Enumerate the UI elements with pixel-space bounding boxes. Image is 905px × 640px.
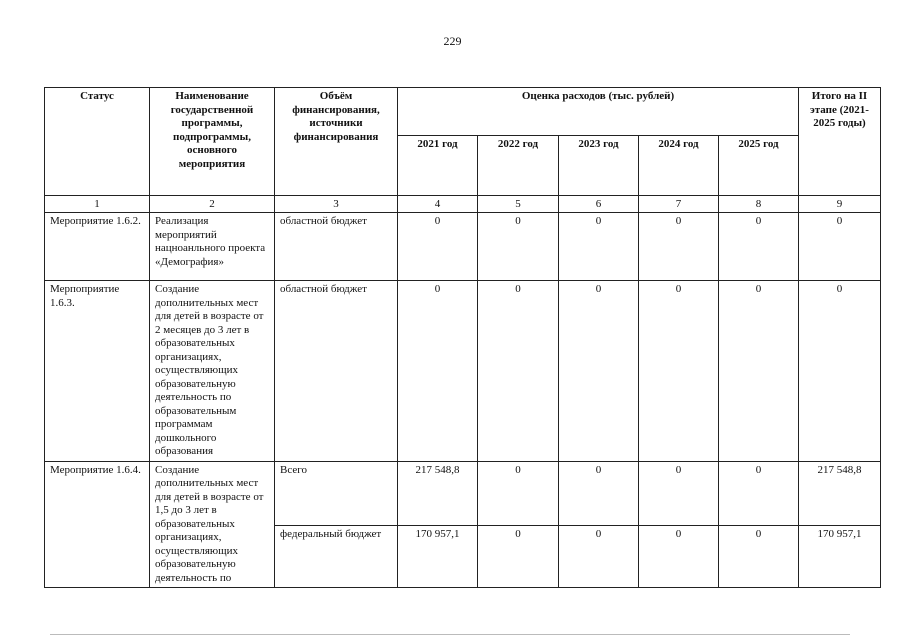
value-2025: 0 <box>719 281 799 462</box>
value-2023: 0 <box>559 526 639 588</box>
table-row <box>45 461 881 526</box>
value-2022: 0 <box>478 461 559 526</box>
row-name: Создание дополнительных мест для детей в возрасте от 1,5 до 3 лет в образовательных организациях, осуществляющих образовательную деятельность по <box>150 461 275 588</box>
column-numbers-row <box>45 196 881 213</box>
value-2024: 0 <box>639 526 719 588</box>
column-number: 7 <box>639 196 719 213</box>
row-status: Мероприятие 1.6.2. <box>45 213 150 281</box>
header-status: Статус <box>45 88 150 196</box>
value-2022: 0 <box>478 213 559 281</box>
value-2024: 0 <box>639 213 719 281</box>
row-name: Реализация мероприятий нацноанльного проекта «Демография» <box>150 213 275 281</box>
row-source: областной бюджет <box>275 281 398 462</box>
header-estimate: Оценка расходов (тыс. рублей) <box>398 88 799 136</box>
column-number: 1 <box>45 196 150 213</box>
header-year-2022: 2022 год <box>478 136 559 196</box>
row-source: федеральный бюджет <box>275 526 398 588</box>
header-year-2021: 2021 год <box>398 136 478 196</box>
row-status: Мероприятие 1.6.4. <box>45 461 150 588</box>
value-2021: 0 <box>398 213 478 281</box>
column-number: 2 <box>150 196 275 213</box>
value-2025: 0 <box>719 213 799 281</box>
value-2023: 0 <box>559 461 639 526</box>
value-2022: 0 <box>478 281 559 462</box>
value-2022: 0 <box>478 526 559 588</box>
value-2025: 0 <box>719 461 799 526</box>
row-name: Создание дополнительных мест для детей в возрасте от 2 месяцев до 3 лет в образовательных организациях, осуществляющих образовательную деятельность по образовательным программам дошкольного образования <box>150 281 275 462</box>
page-number: 229 <box>443 34 462 48</box>
row-source: Всего <box>275 461 398 526</box>
value-total: 0 <box>799 213 881 281</box>
value-2021: 170 957,1 <box>398 526 478 588</box>
column-number: 3 <box>275 196 398 213</box>
table-row <box>45 281 881 462</box>
header-program-name: Наименование государственной программы, подпрограммы, основного мероприятия <box>150 88 275 196</box>
header-year-2025: 2025 год <box>719 136 799 196</box>
header-total: Итого на II этапе (2021-2025 годы) <box>799 88 881 196</box>
page-bottom-edge <box>50 634 850 637</box>
value-2021: 217 548,8 <box>398 461 478 526</box>
value-2023: 0 <box>559 281 639 462</box>
value-2024: 0 <box>639 281 719 462</box>
value-total: 217 548,8 <box>799 461 881 526</box>
value-total: 0 <box>799 281 881 462</box>
value-total: 170 957,1 <box>799 526 881 588</box>
header-year-2023: 2023 год <box>559 136 639 196</box>
column-number: 5 <box>478 196 559 213</box>
budget-table <box>44 87 881 588</box>
row-status: Мерпоприятие 1.6.3. <box>45 281 150 462</box>
value-2021: 0 <box>398 281 478 462</box>
row-source: областной бюджет <box>275 213 398 281</box>
column-number: 8 <box>719 196 799 213</box>
table-row <box>45 213 881 281</box>
header-financing: Объём финансирования, источники финансирования <box>275 88 398 196</box>
column-number: 4 <box>398 196 478 213</box>
header-year-2024: 2024 год <box>639 136 719 196</box>
value-2023: 0 <box>559 213 639 281</box>
value-2025: 0 <box>719 526 799 588</box>
column-number: 9 <box>799 196 881 213</box>
value-2024: 0 <box>639 461 719 526</box>
column-number: 6 <box>559 196 639 213</box>
